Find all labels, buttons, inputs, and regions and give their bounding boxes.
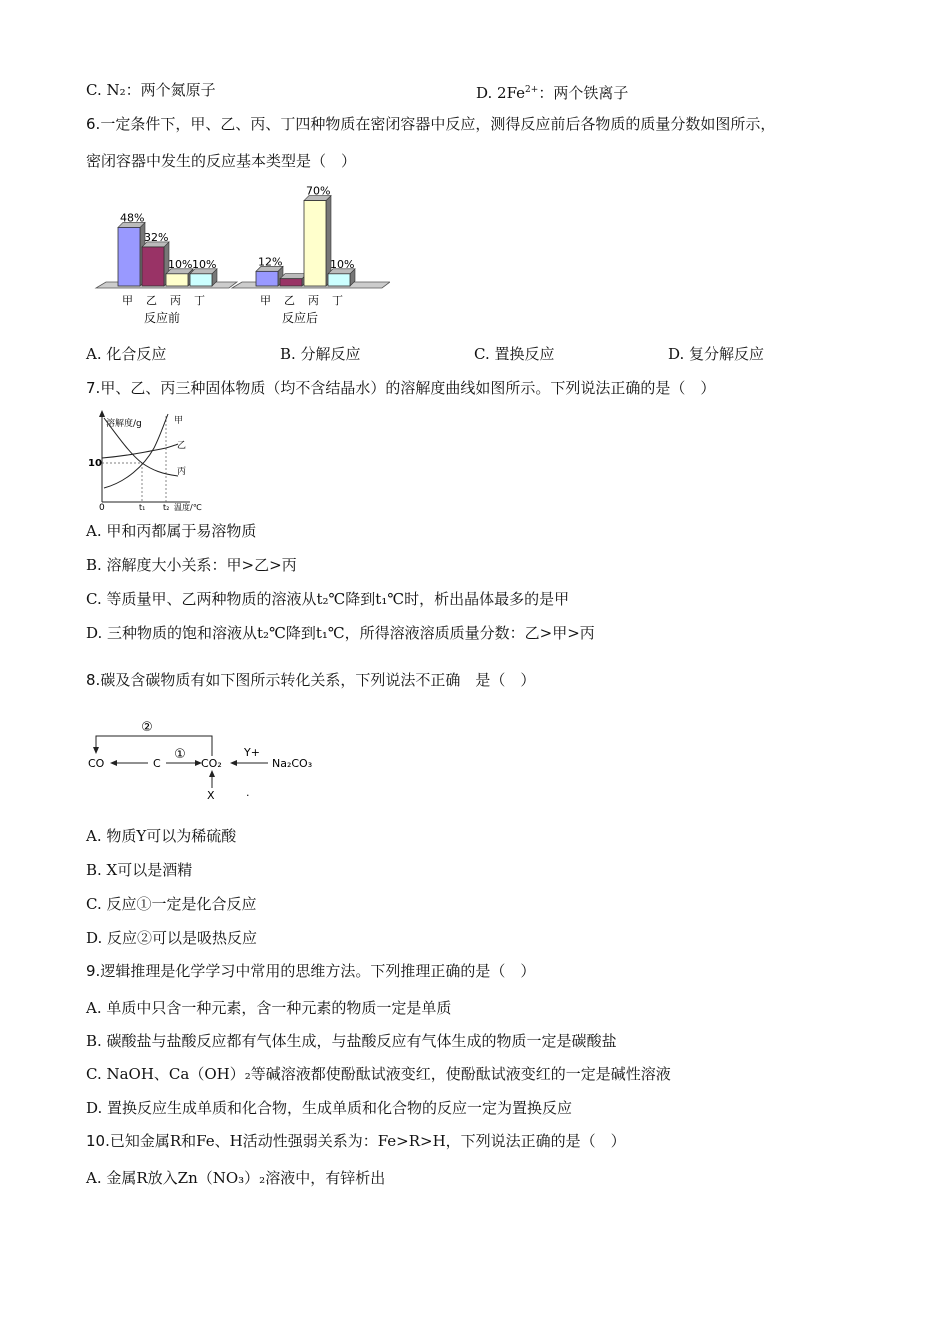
label-x: X <box>207 789 215 802</box>
chart-origin: 0 <box>99 503 105 512</box>
q5-option-d <box>476 80 628 103</box>
chart-series-yi <box>102 444 178 458</box>
chart-tick-t1: t₁ <box>139 503 146 512</box>
category-label-g1-1: 乙 <box>284 294 295 307</box>
q6-option-d: D. 复分解反应 <box>668 345 765 363</box>
q8-carbon-diagram <box>86 712 336 802</box>
q9-stem <box>86 961 535 981</box>
q8-option-d: D. 反应②可以是吸热反应 <box>86 929 258 947</box>
q9-option-b: B. 碳酸盐与盐酸反应都有气体生成，与盐酸反应有气体生成的物质一定是碳酸盐 <box>86 1032 617 1050</box>
category-label-g1-3: 丁 <box>332 294 343 307</box>
q6-option-a: A. 化合反应 <box>86 345 167 363</box>
q7-option-a: A. 甲和丙都属于易溶物质 <box>86 522 257 540</box>
chart-group-label-before: 反应前 <box>143 311 181 325</box>
bar-g1-1-top <box>280 274 307 279</box>
bar-g1-2 <box>304 201 326 286</box>
q6-stem-text1: 一定条件下，甲、乙、丙、丁四种物质在密闭容器中反应，测得反应前后各物质的质量分数如图所示， <box>100 115 776 133</box>
value-label-g0-2: 10% <box>168 257 193 271</box>
q10-number: 10. <box>86 1132 110 1150</box>
q7-option-d: D. 三种物质的饱和溶液从t₂℃降到t₁℃，所得溶液溶质质量分数：乙>甲>丙 <box>86 624 595 642</box>
q7-stem-text: 甲、乙、丙三种固体物质（均不含结晶水）的溶解度曲线如图所示。下列说法正确的是（ ） <box>100 379 716 397</box>
q5-option-d-tail: ：两个铁离子 <box>538 84 629 102</box>
q6-stem-line1 <box>86 114 775 134</box>
q8-stem <box>86 670 535 690</box>
q6-stem-line2: 密闭容器中发生的反应基本类型是（ ） <box>86 152 357 170</box>
q7-stem <box>86 378 715 398</box>
chart-x-label: 温度/℃ <box>174 503 202 512</box>
q9-option-c: C. NaOH、Ca（OH）₂等碱溶液都使酚酞试液变红，使酚酞试液变红的一定是碱性溶液 <box>86 1065 671 1083</box>
q6-option-c: C. 置换反应 <box>474 345 555 363</box>
bar-g0-1 <box>142 247 164 286</box>
q5-option-d-text: D. 2Fe <box>476 84 526 102</box>
node-co: CO <box>88 757 105 770</box>
bar-g0-0 <box>118 227 140 286</box>
category-label-g0-0: 甲 <box>122 294 133 307</box>
q8-stem-text: 碳及含碳物质有如下图所示转化关系，下列说法不正确 是（ ） <box>100 671 536 689</box>
chart-legend-bing: 丙 <box>177 467 187 477</box>
arrow-head-2 <box>93 747 99 754</box>
q8-option-b: B. X可以是酒精 <box>86 861 193 879</box>
q9-option-d: D. 置换反应生成单质和化合物，生成单质和化合物的反应一定为置换反应 <box>86 1099 573 1117</box>
stray-dot: . <box>246 786 250 799</box>
arrow-head-x <box>209 770 215 777</box>
node-c: C <box>153 757 161 770</box>
chart-y-label: 溶解度/g <box>106 419 142 429</box>
value-label-g0-3: 10% <box>192 257 217 271</box>
value-label-g0-1: 32% <box>144 230 169 244</box>
q7-solubility-chart <box>86 408 216 512</box>
bar-g0-2 <box>166 274 188 286</box>
value-label-g0-0: 48% <box>120 211 145 225</box>
chart-legend-yi: 乙 <box>177 441 187 451</box>
q8-option-c: C. 反应①一定是化合反应 <box>86 895 257 913</box>
category-label-g0-1: 乙 <box>146 294 157 307</box>
q7-option-c: C. 等质量甲、乙两种物质的溶液从t₂℃降到t₁℃时，析出晶体最多的是甲 <box>86 590 570 608</box>
q7-option-b: B. 溶解度大小关系：甲>乙>丙 <box>86 556 297 574</box>
bar-g1-0 <box>256 271 278 286</box>
bar-g1-3 <box>328 274 350 286</box>
value-label-g1-0: 12% <box>258 255 283 269</box>
node-co2: CO₂ <box>201 757 222 770</box>
q5-option-c: C. N₂：两个氮原子 <box>86 81 216 99</box>
q10-stem-text: 已知金属R和Fe、H活动性强弱关系为：Fe>R>H，下列说法正确的是（ ） <box>109 1132 626 1150</box>
label-reaction-1: ① <box>174 747 186 762</box>
q6-bar-chart <box>90 180 390 330</box>
q10-stem <box>86 1131 626 1151</box>
q8-number: 8. <box>86 671 101 689</box>
chart-tick-t2: t₂ <box>163 503 170 512</box>
label-y: Y+ <box>244 746 260 759</box>
chart-y-arrow <box>99 410 105 417</box>
chart-group-label-after: 反应后 <box>281 311 319 325</box>
q6-number: 6. <box>86 115 101 133</box>
category-label-g0-2: 丙 <box>170 294 181 307</box>
chart-category-labels <box>122 294 343 307</box>
category-label-g1-0: 甲 <box>260 294 271 307</box>
q8-option-a: A. 物质Y可以为稀硫酸 <box>86 827 237 845</box>
q7-number: 7. <box>86 379 101 397</box>
arrow-head-na2co3 <box>230 760 237 766</box>
category-label-g0-3: 丁 <box>194 294 205 307</box>
bar-g0-3 <box>190 274 212 286</box>
label-reaction-2: ② <box>141 720 153 735</box>
q6-option-b: B. 分解反应 <box>280 345 361 363</box>
q9-option-a: A. 单质中只含一种元素，含一种元素的物质一定是单质 <box>86 999 452 1017</box>
q10-option-a: A. 金属R放入Zn（NO₃）₂溶液中，有锌析出 <box>86 1169 386 1187</box>
category-label-g1-2: 丙 <box>308 294 319 307</box>
value-label-g1-2: 70% <box>306 184 331 198</box>
chart-legend-jia: 甲 <box>174 416 184 426</box>
arrow-reaction-2 <box>96 736 212 756</box>
q5-option-d-sup: 2+ <box>525 85 539 95</box>
arrow-head-c-to-co <box>110 760 117 766</box>
bar-g1-1 <box>280 279 302 286</box>
q9-number: 9. <box>86 962 101 980</box>
chart-y-tick: 10 <box>88 458 102 469</box>
q9-stem-text: 逻辑推理是化学学习中常用的思维方法。下列推理正确的是（ ） <box>100 962 536 980</box>
value-label-g1-3: 10% <box>330 257 355 271</box>
node-na2co3: Na₂CO₃ <box>272 757 313 770</box>
